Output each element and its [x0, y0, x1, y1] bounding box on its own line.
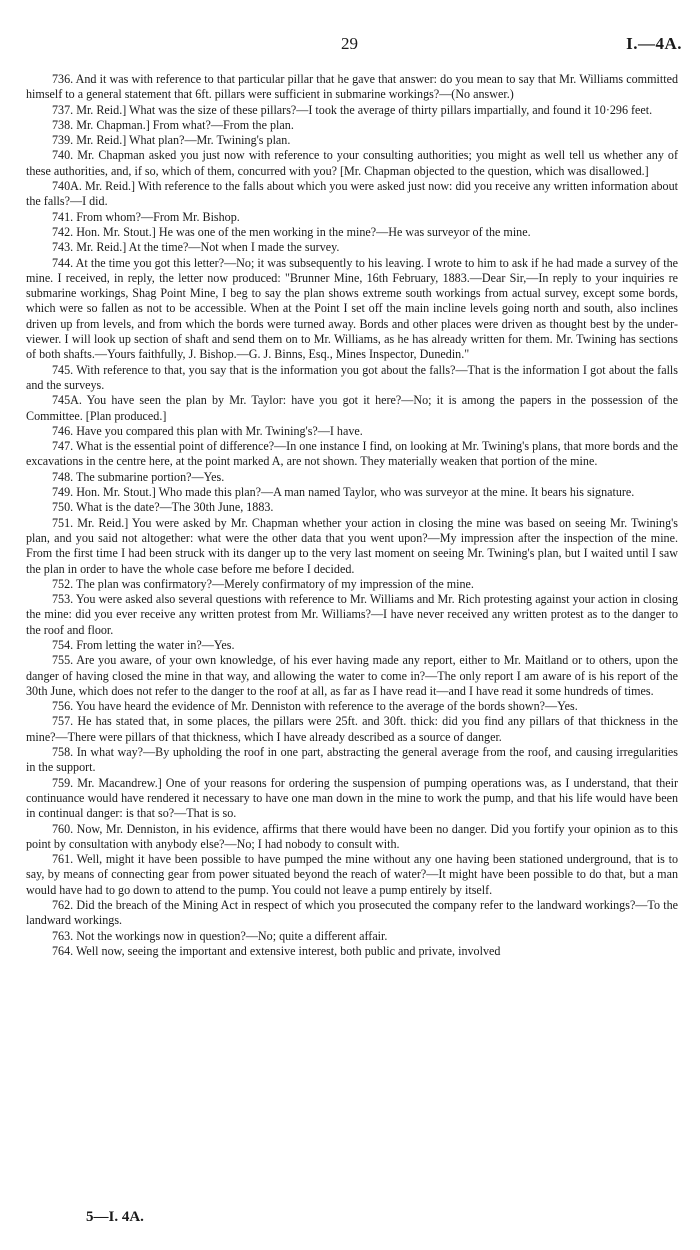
testimony-paragraph: 745. With reference to that, you say that is the information you got about the falls?—That is the information I got about the falls and the surveys.	[26, 362, 678, 392]
testimony-body	[26, 72, 678, 959]
signature-mark: 5—I. 4A.	[86, 1209, 144, 1225]
testimony-paragraph: 738. Mr. Chapman.] From what?—From the plan.	[52, 117, 294, 132]
testimony-paragraph: 751. Mr. Reid.] You were asked by Mr. Chapman whether your action in closing the mine was based on seeing Mr. Twining's plan, and you said not altogether: what were the other data that you went upon?—My impression after the inspection of the mine. From the first time I had been struck with its danger up to the very last moment on seeing Mr. Twining's plan, but I waited until I saw the plan in order to have the whole case before me before I decided.	[26, 515, 678, 576]
testimony-paragraph: 748. The submarine portion?—Yes.	[52, 469, 225, 484]
testimony-paragraph: 744. At the time you got this letter?—No; it was subsequently to his leaving. I wrote to him to ask if he had made a survey of the mine. I received, in reply, the letter now produced: "Brunner Mine, 16th February, 1883.—Dear Sir,—In reply to your inquiries re submarine workings, Shag Point Mine, I beg to say the plan shows extreme south workings from actual survey, except some bords, which were so fallen as not to be accessible. When at the Point I set off the main incline levels going north and south, also inclines driven up from levels, and from which the bords were turned away. Bords and other places were driven as thought best by the under-viewer. I will look up section of shaft and send them on to Mr. Williams, as he has already written for them. Mr. Twining has sections of both shafts.—Yours faithfully, J. Bishop.—G. J. Binns, Esq., Mines Inspector, Dunedin."	[26, 255, 678, 362]
testimony-paragraph: 754. From letting the water in?—Yes.	[52, 637, 235, 652]
page-header	[0, 34, 700, 54]
testimony-paragraph: 750. What is the date?—The 30th June, 1883.	[52, 500, 274, 515]
testimony-paragraph: 755. Are you aware, of your own knowledge, of his ever having made any report, either to Mr. Maitland or to others, upon the danger of having closed the mine in that way, and allowing the water to come in?—The only report I am aware of is his report of the 30th June, which does not refer to the danger to the roof at all, as far as I have read it—and I have read it some hundreds of times.	[26, 653, 678, 698]
page-number: 29	[341, 34, 358, 53]
testimony-paragraph: 741. From whom?—From Mr. Bishop.	[52, 209, 240, 224]
testimony-paragraph: 739. Mr. Reid.] What plan?—Mr. Twining's plan.	[52, 133, 291, 148]
testimony-paragraph: 743. Mr. Reid.] At the time?—Not when I made the survey.	[52, 240, 340, 255]
testimony-paragraph: 763. Not the workings now in question?—No; quite a different affair.	[52, 928, 388, 943]
testimony-paragraph: 749. Hon. Mr. Stout.] Who made this plan?—A man named Taylor, who was surveyor at the mine. It bears his signature.	[52, 485, 635, 500]
testimony-paragraph: 747. What is the essential point of difference?—In one instance I find, on looking at Mr. Twining's plans, that more bords and the excavations in the centre here, at the point marked A, are not shown. They materially weaken that portion of the mine.	[26, 439, 678, 469]
testimony-paragraph: 742. Hon. Mr. Stout.] He was one of the men working in the mine?—He was surveyor of the mine.	[52, 224, 531, 239]
testimony-paragraph: 761. Well, might it have been possible to have pumped the mine without any one having been stationed underground, that is to say, by means of connecting gear from power situated beyond the reach of water?—It might have been possible to do that, but a man would have had to go down to attend to the pump. You could not leave a pump entirely by itself.	[26, 852, 678, 897]
testimony-paragraph: 745A. You have seen the plan by Mr. Taylor: have you got it here?—No; it is among the papers in the possession of the Committee. [Plan produced.]	[26, 393, 678, 423]
document-reference: I.—4A.	[626, 34, 682, 53]
testimony-paragraph: 757. He has stated that, in some places, the pillars were 25ft. and 30ft. thick: did you find any pillars of that thickness in the mine?—There were pillars of that thickness, which I have already described as a source of danger.	[26, 714, 678, 744]
testimony-paragraph: 758. In what way?—By upholding the roof in one part, abstracting the general average from the roof, and causing irregularities in the support.	[26, 745, 678, 775]
testimony-paragraph: 762. Did the breach of the Mining Act in respect of which you prosecuted the company refer to the landward workings?—To the landward workings.	[26, 898, 678, 928]
testimony-paragraph: 746. Have you compared this plan with Mr. Twining's?—I have.	[52, 423, 363, 438]
testimony-paragraph: 759. Mr. Macandrew.] One of your reasons for ordering the suspension of pumping operations was, as I understand, that their continuance would have rendered it necessary to have one man down in the mine to work the pump, and that his life would have been in continual danger: is that so?—That is so.	[26, 775, 678, 821]
testimony-paragraph: 736. And it was with reference to that particular pillar that he gave that answer: do you mean to say that Mr. Williams committed himself to a general statement that 6ft. pillars were sufficient in submarine workings?—(No answer.)	[26, 72, 678, 102]
testimony-paragraph: 760. Now, Mr. Denniston, in his evidence, affirms that there would have been no danger. Did you fortify your opinion as to this point by consultation with anybody else?—No; I had nobody to consult with.	[26, 821, 678, 851]
testimony-paragraph: 764. Well now, seeing the important and extensive interest, both public and private, involved	[52, 943, 501, 958]
testimony-paragraph: 752. The plan was confirmatory?—Merely confirmatory of my impression of the mine.	[52, 576, 474, 591]
testimony-paragraph: 737. Mr. Reid.] What was the size of these pillars?—I took the average of thirty pillars impartially, and found it 10·296 feet.	[52, 102, 653, 117]
testimony-paragraph: 753. You were asked also several questions with reference to Mr. Williams and Mr. Rich protesting against your action in closing the mine: did you ever receive any written protest from Mr. Williams?—I have never received any written protest as to the danger to the roof and floor.	[26, 592, 678, 637]
testimony-paragraph: 756. You have heard the evidence of Mr. Denniston with reference to the average of the bords shown?—Yes.	[52, 699, 578, 714]
testimony-paragraph: 740A. Mr. Reid.] With reference to the falls about which you were asked just now: did you receive any written information about the falls?—I did.	[26, 179, 678, 209]
testimony-paragraph: 740. Mr. Chapman asked you just now with reference to your consulting authorities; you might as well tell us whether any of these authorities, and, if so, which of them, concurred with you? [Mr. Chapman objected to the question, which was disallowed.]	[26, 148, 678, 178]
